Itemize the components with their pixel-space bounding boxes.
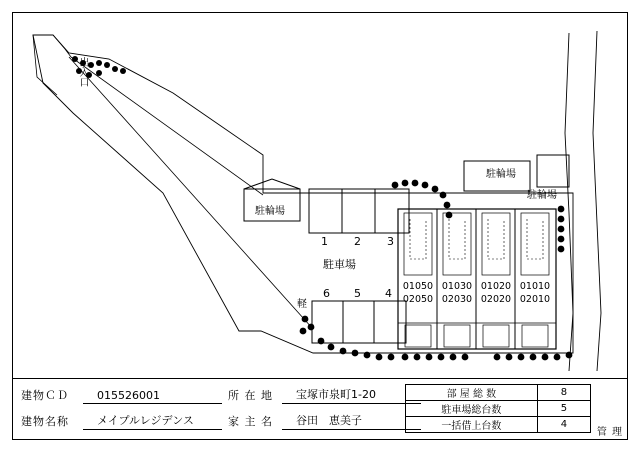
entry-2 [444, 325, 470, 347]
unit-code-lower-3: 02020 [480, 294, 512, 305]
unit-detail-4 [521, 213, 549, 275]
right-road-outer [593, 31, 601, 371]
unit-detail-2 [443, 213, 471, 275]
summary-value-1: 5 [537, 401, 590, 417]
entry-3 [483, 325, 509, 347]
unit-code-upper-1: 01050 [402, 281, 434, 292]
summary-key-2: 一括借上台数 [406, 417, 538, 433]
entrance-label: 出入口 [77, 57, 88, 87]
parking-number-3: 3 [387, 235, 394, 248]
building-name-value: メイプルレジデンス [83, 413, 222, 430]
light-car-label: 軽 [297, 299, 307, 310]
building-cd-value: 015526001 [83, 387, 222, 404]
building-name-row [21, 410, 421, 432]
summary-key-0: 部 屋 総 数 [406, 385, 538, 401]
parking-number-1: 1 [321, 235, 328, 248]
unit-inner-dash-4 [527, 219, 543, 259]
parking-number-2: 2 [354, 235, 361, 248]
unit-inner-dash-3 [488, 219, 504, 259]
site-map [13, 13, 627, 375]
bicycle-parking-left-label: 駐輪場 [255, 206, 285, 217]
table-row [406, 401, 591, 417]
interior-diagonal-upper [71, 57, 263, 195]
right-road-inner [565, 33, 573, 371]
table-row [406, 385, 591, 401]
shrub-row-upper-right [392, 180, 453, 219]
unit-inner-dash-1 [410, 219, 426, 259]
manager-label: 管 理 [596, 427, 623, 438]
parking-number-5: 5 [354, 287, 361, 300]
entry-4 [522, 325, 548, 347]
unit-detail-3 [482, 213, 510, 275]
table-row [406, 417, 591, 433]
summary-value-2: 4 [537, 417, 590, 433]
unit-code-lower-1: 02050 [402, 294, 434, 305]
summary-key-1: 駐車場総台数 [406, 401, 538, 417]
car-parking-label: 駐車場 [323, 258, 356, 271]
unit-inner-dash-2 [449, 219, 465, 259]
address-label: 所 在 地 [228, 389, 273, 402]
property-info-panel [13, 378, 627, 440]
unit-code-upper-4: 01010 [519, 281, 551, 292]
building-cd-row [21, 384, 421, 406]
unit-detail-1 [404, 213, 432, 275]
shrub-cluster-building-right [558, 206, 565, 253]
unit-code-upper-3: 01020 [480, 281, 512, 292]
bicycle-parking-right-upper-label: 駐輪場 [486, 169, 516, 180]
entry-1 [405, 325, 431, 347]
address-value: 宝塚市泉町1-20 [282, 387, 421, 404]
parking-number-4: 4 [385, 287, 392, 300]
parking-number-6: 6 [323, 287, 330, 300]
unit-code-lower-2: 02030 [441, 294, 473, 305]
left-lane-line [33, 35, 57, 95]
apartment-building-outline [398, 209, 556, 349]
building-cd-label: 建物ＣＤ [21, 389, 69, 402]
parking-block-123 [309, 189, 409, 233]
summary-value-0: 8 [537, 385, 590, 401]
info-divider [13, 378, 627, 379]
left-entry-line [53, 35, 71, 57]
bicycle-parking-right-structure [537, 155, 569, 187]
owner-value: 谷田 恵美子 [282, 413, 421, 430]
unit-code-lower-4: 02010 [519, 294, 551, 305]
unit-code-upper-2: 01030 [441, 281, 473, 292]
parking-block-654 [312, 301, 406, 343]
building-name-label: 建物名称 [21, 415, 69, 428]
bicycle-parking-right-label: 駐輪場 [527, 190, 557, 201]
owner-label: 家 主 名 [228, 415, 273, 428]
summary-table [405, 384, 591, 433]
